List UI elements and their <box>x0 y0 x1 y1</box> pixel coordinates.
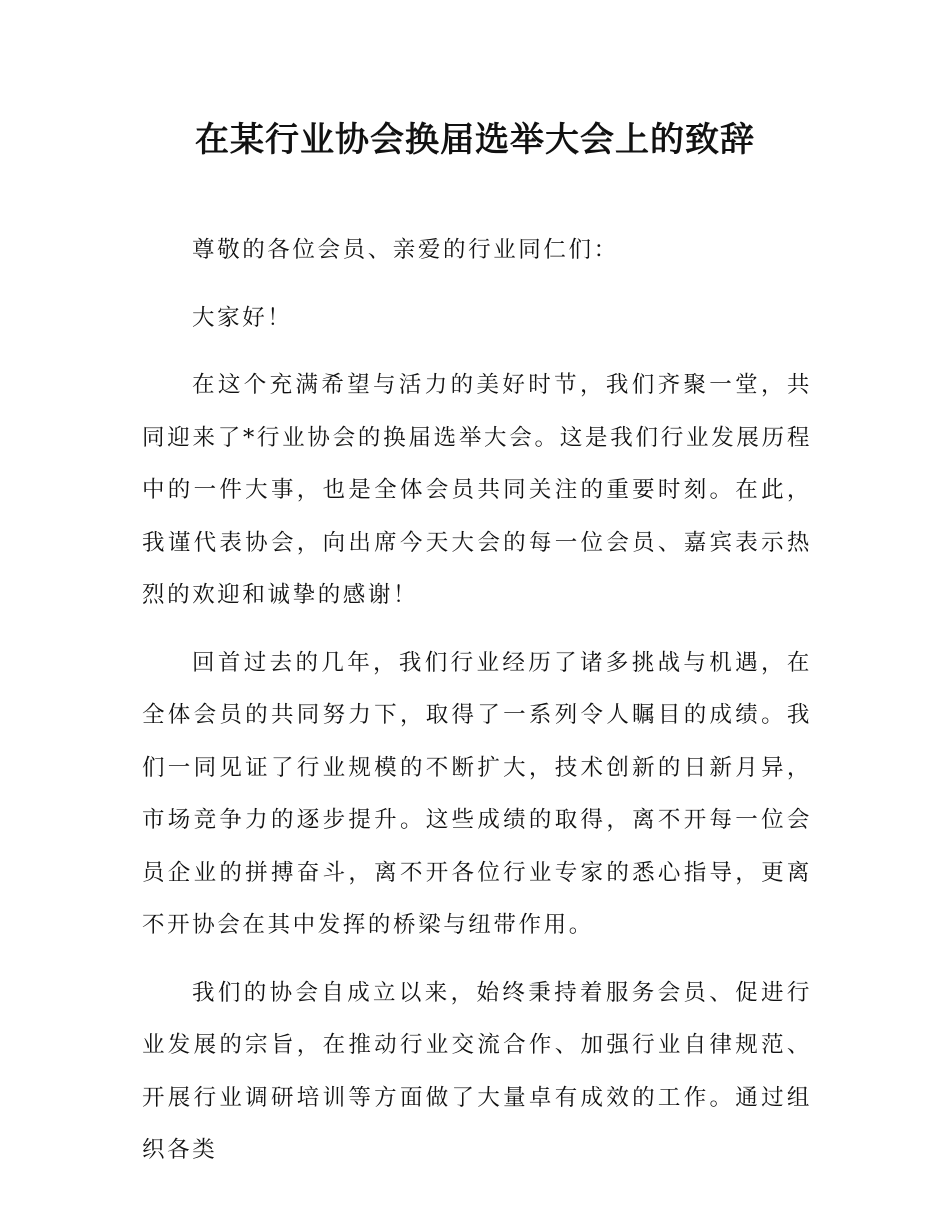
body-paragraph: 在这个充满希望与活力的美好时节，我们齐聚一堂，共同迎来了*行业协会的换届选举大会。这是我们行业发展历程中的一件大事，也是全体会员共同关注的重要时刻。在此，我谨代表协会，向出席今天大会的每一位会员、嘉宾表示热烈的欢迎和诚挚的感谢！ <box>142 372 812 608</box>
body-paragraph: 回首过去的几年，我们行业经历了诸多挑战与机遇，在全体会员的共同努力下，取得了一系列令人瞩目的成绩。我们一同见证了行业规模的不断扩大，技术创新的日新月异，市场竞争力的逐步提升。这些成绩的取得，离不开每一位会员企业的拼搏奋斗，离不开各位行业专家的悉心指导，更离不开协会在其中发挥的桥梁与纽带作用。 <box>142 649 812 938</box>
document-title: 在某行业协会换届选举大会上的致辞 <box>195 120 755 160</box>
greeting-paragraph: 大家好！ <box>192 304 293 331</box>
salutation-paragraph: 尊敬的各位会员、亲爱的行业同仁们： <box>192 237 619 263</box>
document-body <box>142 224 812 1192</box>
body-paragraph: 我们的协会自成立以来，始终秉持着服务会员、促进行业发展的宗旨，在推动行业交流合作、加强行业自律规范、开展行业调研培训等方面做了大量卓有成效的工作。通过组织各类 <box>142 979 812 1163</box>
